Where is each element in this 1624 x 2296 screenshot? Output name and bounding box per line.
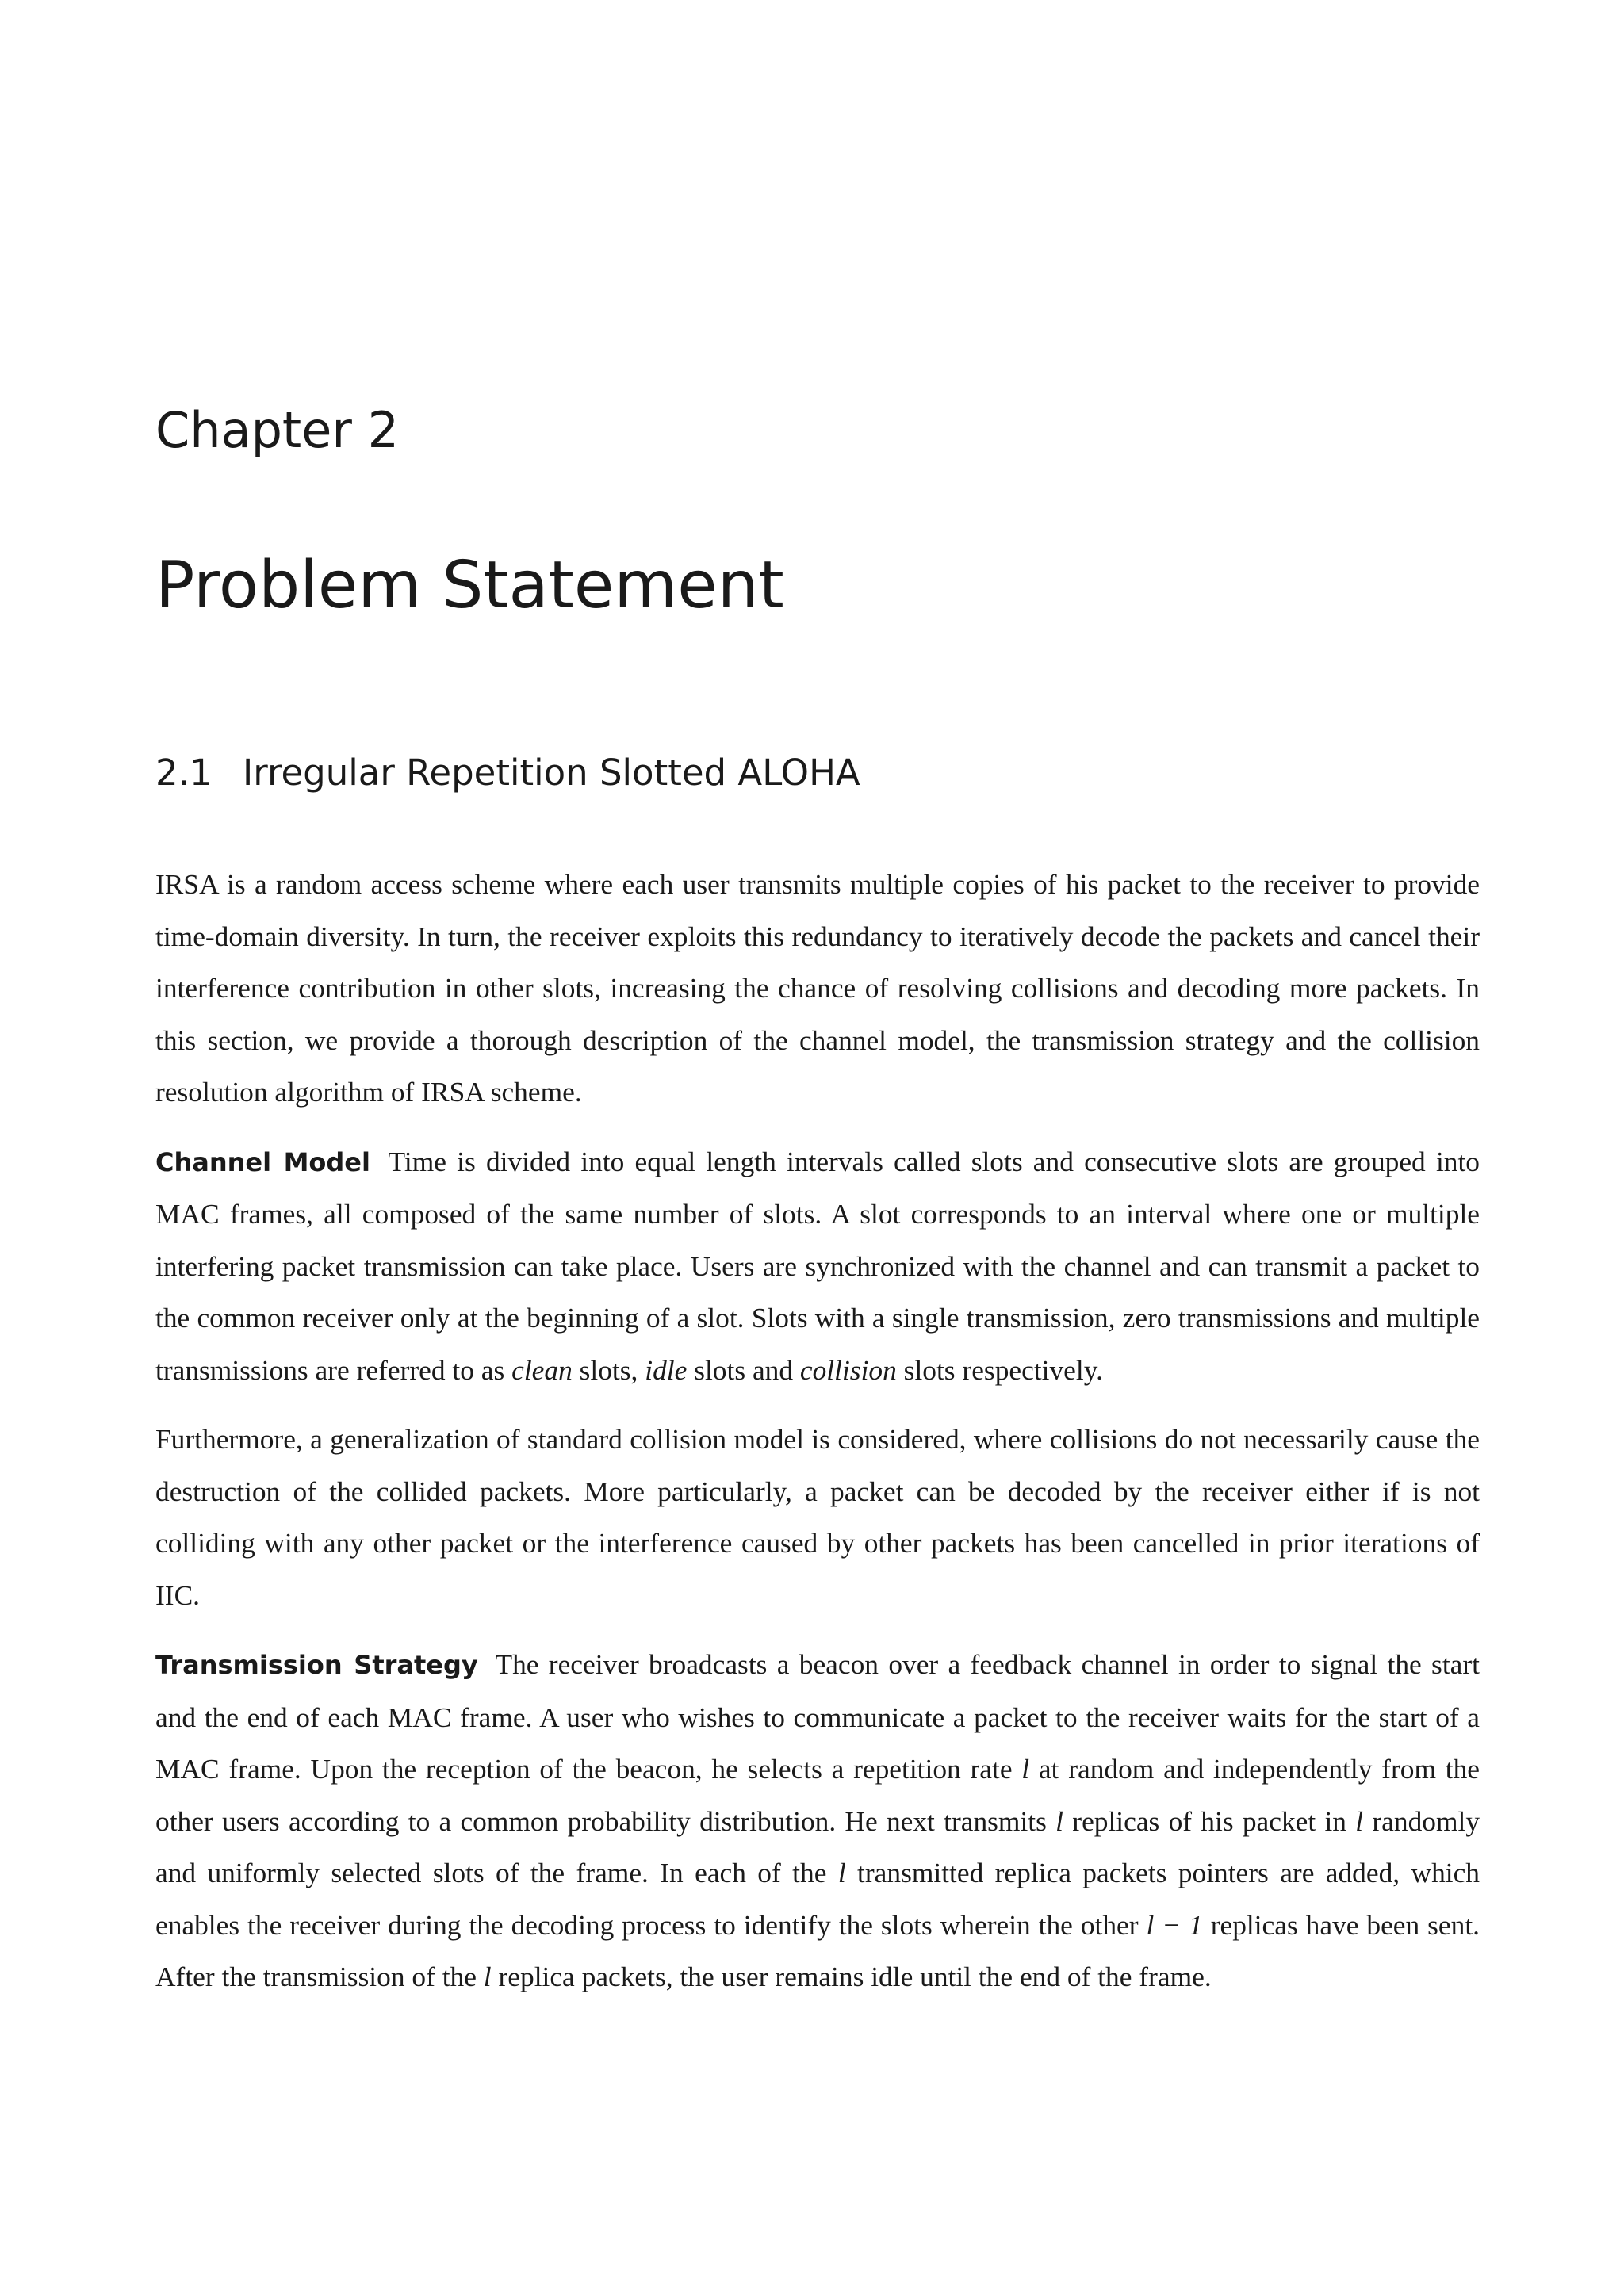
math-variable-l: l <box>1055 1804 1064 1837</box>
transmission-strategy-heading: Transmission Strategy <box>155 1650 478 1680</box>
chapter-title: Problem Statement <box>155 548 784 623</box>
math-variable-l: l <box>1021 1753 1030 1785</box>
paragraph-collision-model: Furthermore, a generalization of standard collision model is considered, where collisions do not necessarily cause the destruction of the collided packets. More particularly, a packet can be decoded by the receiver either if is not colliding with any other packet or the interference caused by other packets has been cancelled in prior iterations of IIC. <box>155 1423 1480 1611</box>
paragraph-intro: IRSA is a random access scheme where each user transmits multiple copies of his packet to the receiver to provide time-domain diversity. In turn, the receiver exploits this redundancy to iteratively decode the packets and cancel their interference contribution in other slots, increasing the chance of resolving collisions and decoding more packets. In this section, we provide a thorough description of the channel model, the transmission strategy and the collision resolution algorithm of IRSA scheme. <box>155 868 1480 1108</box>
term-idle: idle <box>645 1353 688 1386</box>
math-variable-l: l <box>483 1961 492 1992</box>
transmission-strategy-text: transmitted replica packets pointers are added, which enables the receiver during the decoding process to identify the slots wherein the other <box>155 1857 1480 1941</box>
body-text <box>155 859 1480 2021</box>
channel-model-text: slots and <box>694 1353 794 1386</box>
transmission-strategy-text: replicas of his packet in <box>1072 1804 1346 1837</box>
transmission-strategy-text: replica packets, the user remains idle until the end of the frame. <box>498 1961 1212 1992</box>
term-collision: collision <box>799 1353 897 1386</box>
paragraph-transmission-strategy <box>155 1639 1480 2003</box>
transmission-strategy-text: The receiver broadcasts a beacon over a feedback channel in order to signal the start and the end of each MAC frame. A user who wishes to communicate a packet to the receiver waits for the start of a MAC frame. Upon the reception of the beacon, he selects a repetition rate <box>155 1648 1480 1785</box>
math-variable-l: l <box>837 1857 846 1888</box>
chapter-label: Chapter 2 <box>155 401 400 459</box>
channel-model-heading: Channel Model <box>155 1146 370 1177</box>
term-clean: clean <box>511 1353 573 1386</box>
section-heading <box>155 752 860 794</box>
section-title: Irregular Repetition Slotted ALOHA <box>243 752 860 794</box>
math-expression-l-minus-1: l − 1 <box>1146 1908 1203 1941</box>
transmission-strategy-text: replicas have been sent. After the transmission of the <box>155 1908 1480 1992</box>
section-number: 2.1 <box>155 752 213 794</box>
math-variable-l: l <box>1355 1804 1364 1837</box>
channel-model-text: Time is divided into equal length intervals called slots and consecutive slots are grouped into MAC frames, all composed of the same number of slots. A slot corresponds to an interval where one or multiple interfering packet transmission can take place. Users are synchronized with the channel and can transmit a packet to the common receiver only at the beginning of a slot. Slots with a single transmission, zero transmissions and multiple transmissions are referred to as <box>155 1145 1480 1386</box>
paragraph-channel-model <box>155 1136 1480 1397</box>
channel-model-text: slots, <box>579 1353 638 1386</box>
channel-model-text: slots respectively. <box>903 1353 1103 1386</box>
transmission-strategy-text: at random and independently from the other users according to a common probability distribution. He next transmits <box>155 1753 1480 1837</box>
transmission-strategy-text: randomly and uniformly selected slots of the frame. In each of the <box>155 1804 1480 1888</box>
